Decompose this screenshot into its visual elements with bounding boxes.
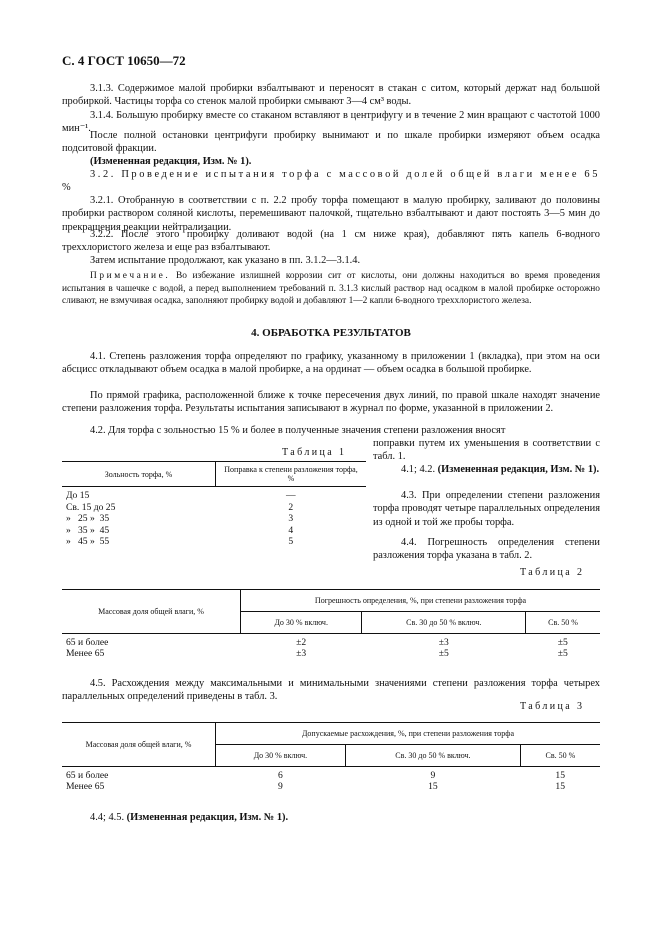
note xyxy=(62,270,600,308)
table3-caption: Таблица 3 xyxy=(520,701,585,712)
paragraph-4-2: 4.2. Для торфа с зольностью 15 % и более в полученные значения степени разложения вносят xyxy=(90,425,506,436)
paragraph-4-2-cont: поправки путем их уменьшения в соответствии с табл. 1. xyxy=(373,438,600,463)
table2-col-moisture: Массовая доля общей влаги, % xyxy=(62,590,241,634)
paragraph-3-2-2-cont: Затем испытание продолжают, как указано в пп. 3.1.2—3.1.4. xyxy=(90,255,361,266)
table-row: 65 и более 6 9 15 xyxy=(66,770,565,781)
paragraph-3-1-4-cont: После полной остановки центрифуги пробирку вынимают и по шкале пробирки измеряют объем осадка подситовой фракции. xyxy=(62,130,600,155)
table-3 xyxy=(62,722,600,793)
paragraph-3-2-1: 3.2.1. Отобранную в соответствии с п. 2.2 пробу торфа помещают в малую пробирку, заливают до половины пробирки раствором соляной кислоты, перемешивают палочкой, тщательно взбалтывают и дают постоять 3—5 мин до прекращения реакции нейтрализации. xyxy=(62,195,600,233)
table-row: 65 и более ±2 ±3 ±5 xyxy=(66,637,568,648)
section-title: 4. ОБРАБОТКА РЕЗУЛЬТАТОВ xyxy=(251,327,411,339)
table2-sub3: Св. 50 % xyxy=(526,612,600,634)
table3-sub2: Св. 30 до 50 % включ. xyxy=(345,745,520,767)
table-row: » 25 » 35 3 xyxy=(66,513,294,525)
table1-caption: Таблица 1 xyxy=(282,447,347,458)
table3-sub1: До 30 % включ. xyxy=(216,745,346,767)
table-row: » 45 » 55 5 xyxy=(66,536,294,548)
paragraph-3-1-4: 3.1.4. Большую пробирку вместе со стаканом вставляют в центрифугу и в течение 2 мин вращают с частотой 1000 мин⁻¹. xyxy=(62,110,600,135)
paragraph-4-3: 4.3. При определении степени разложения торфа проводят четыре параллельных определения из одной и той же пробы торфа. xyxy=(373,490,600,528)
table-row: Менее 65 9 15 15 xyxy=(66,781,565,793)
revision-note: (Измененная редакция, Изм. № 1). xyxy=(90,156,252,167)
table-1 xyxy=(62,461,366,548)
paragraph-4-4: 4.4. Погрешность определения степени разложения торфа указана в табл. 2. xyxy=(373,537,600,562)
table2-sub1: До 30 % включ. xyxy=(241,612,362,634)
revision-4-1-4-2: 4.1; 4.2. (Измененная редакция, Изм. № 1). xyxy=(401,464,600,475)
table3-sub3: Св. 50 % xyxy=(520,745,600,767)
paragraph-3-2: 3.2. Проведение испытания торфа с массовой долей общей влаги менее 65 % xyxy=(62,169,600,194)
note-text: Во избежание излишней коррозии сит от кислоты, они должны находиться во время проведения испытания в чашечке с водой, а перед выполнением требований п. 3.1.3 кислый раствор над осадком в малой пробирке осторожно сливают, не взмучивая осадка, заполняют пробирку водой и добавляют 1—2 капли 6-водного треххлористого железа. xyxy=(62,271,600,307)
paragraph-4-1-cont: По прямой графика, расположенной ближе к точке пересечения двух линий, по правой шкале находят значение степени разложения торфа. Результаты испытания записывают в журнал по форме, указанной в приложении 2. xyxy=(62,390,600,415)
table-row: Св. 15 до 25 2 xyxy=(66,501,294,513)
table2-sub2: Св. 30 до 50 % включ. xyxy=(362,612,526,634)
paragraph-4-1: 4.1. Степень разложения торфа определяют по графику, указанному в приложении 1 (вкладка), при этом на оси абсцисс откладывают объем осадка в малой пробирке, а на ординат — объем осадка в большой пробирке. xyxy=(62,351,600,376)
table2-caption: Таблица 2 xyxy=(520,567,585,578)
paragraph-3-2-2: 3.2.2. После этого пробирку доливают водой (на 1 см ниже края), добавляют пять капель 6-водного треххлористого железа и еще раз взбалтывают. xyxy=(62,229,600,254)
table2-col-group: Погрешность определения, %, при степени разложения торфа xyxy=(241,590,601,612)
table-2 xyxy=(62,589,600,660)
revision-4-4-4-5: 4.4; 4.5. (Измененная редакция, Изм. № 1). xyxy=(90,812,289,823)
note-label: Примечание. xyxy=(90,271,171,281)
table-row: До 15 — xyxy=(66,490,296,501)
table1-col-ash: Зольность торфа, % xyxy=(62,462,216,487)
table-row: » 35 » 45 4 xyxy=(66,524,294,536)
page-header: С. 4 ГОСТ 10650—72 xyxy=(62,53,186,68)
table1-col-correction: Поправка к степени разложения торфа, % xyxy=(216,462,367,487)
table-row: Менее 65 ±3 ±5 ±5 xyxy=(66,648,568,660)
table3-col-moisture: Массовая доля общей влаги, % xyxy=(62,723,216,767)
paragraph-4-5: 4.5. Расхождения между максимальными и минимальными значениями степени разложения торфа четырех параллельных определений приведены в табл. 3. xyxy=(62,678,600,703)
table3-col-group: Допускаемые расхождения, %, при степени разложения торфа xyxy=(216,723,601,745)
paragraph-3-1-3: 3.1.3. Содержимое малой пробирки взбалтывают и переносят в стакан с ситом, который держат над большой пробиркой. Частицы торфа со стенок малой пробирки смывают 3—4 см³ воды. xyxy=(62,83,600,108)
